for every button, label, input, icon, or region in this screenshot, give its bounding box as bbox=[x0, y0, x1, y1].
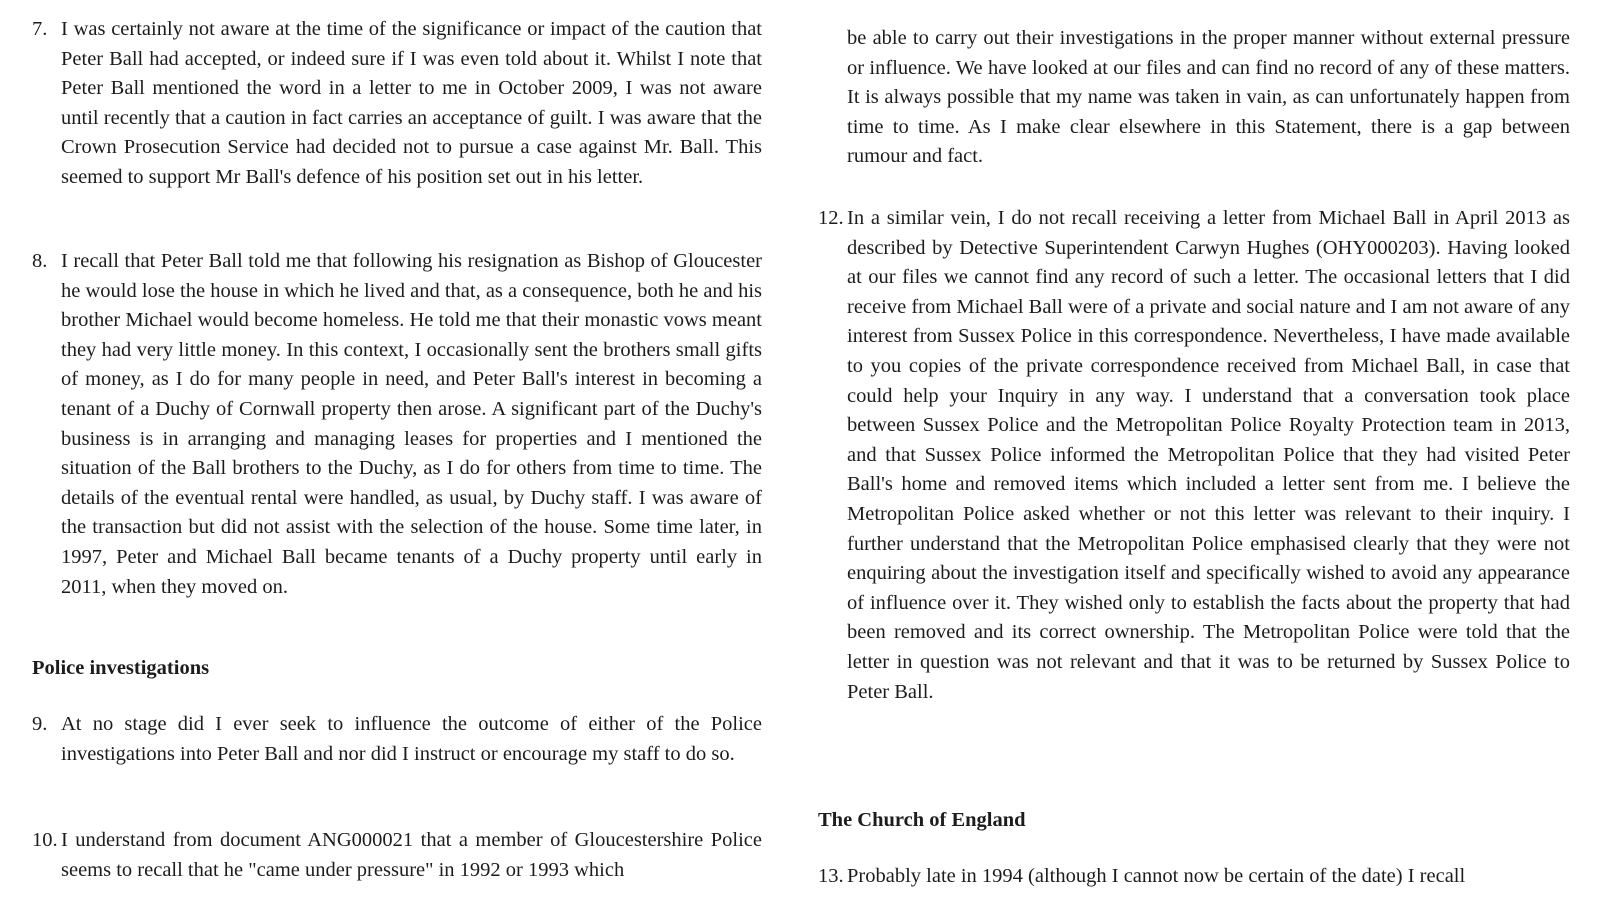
paragraph-9 bbox=[32, 710, 762, 769]
section-heading-church-of-england: The Church of England bbox=[818, 809, 1026, 831]
paragraph-text: Probably late in 1994 (although I cannot now be certain of the date) I recall bbox=[847, 865, 1466, 887]
paragraph-11-continuation bbox=[818, 24, 1570, 172]
paragraph-number: 10. bbox=[32, 829, 58, 851]
paragraph-number: 7. bbox=[32, 18, 48, 40]
paragraph-8 bbox=[32, 247, 762, 602]
section-heading-police-investigations: Police investigations bbox=[32, 657, 210, 679]
paragraph-text: I recall that Peter Ball told me that following his resignation as Bishop of Gloucester he would lose the house in which he lived and that, as a consequence, both he and his brother Michael would become homeless. He told me that their monastic vows meant they had very little money. In this context, I occasionally sent the brothers small gifts of money, as I do for many people in need, and Peter Ball's interest in becoming a tenant of a Duchy of Cornwall property then arose. A significant part of the Duchy's business is in arranging and managing leases for properties and I mentioned the situation of the Ball brothers to the Duchy, as I do for others from time to time. The details of the eventual rental were handled, as usual, by Duchy staff. I was aware of the transaction but did not assist with the selection of the house. Some time later, in 1997, Peter and Michael Ball became tenants of a Duchy property until early in 2011, when they moved on. bbox=[61, 250, 762, 598]
paragraph-12 bbox=[818, 204, 1570, 707]
paragraph-text: In a similar vein, I do not recall receiving a letter from Michael Ball in April 2013 as described by Detective Superintendent Carwyn Hughes (OHY000203). Having looked at our files we cannot find any record of such a letter. The occasional letters that I did receive from Michael Ball were of a private and social nature and I am not aware of any interest from Sussex Police in this correspondence. Nevertheless, I have made available to you copies of the private correspondence received from Michael Ball, in case that could help your Inquiry in any way. I understand that a conversation took place between Sussex Police and the Metropolitan Police Royalty Protection team in 2013, and that Sussex Police informed the Metropolitan Police that they had visited Peter Ball's home and removed items which included a letter sent from me. I believe the Metropolitan Police asked whether or not this letter was relevant to their inquiry. I further understand that the Metropolitan Police emphasised clearly that they were not enquiring about the investigation itself and specifically wished to avoid any appearance of influence over it. They wished only to establish the facts about the property that had been removed and its correct ownership. The Metropolitan Police were told that the letter in question was not relevant and that it was to be returned by Sussex Police to Peter Ball. bbox=[847, 207, 1570, 703]
paragraph-text: be able to carry out their investigations in the proper manner without external pressure or influence. We have looked at our files and can find no record of any of these matters. It is always possible that my name was taken in vain, as can unfortunately happen from time to time. As I make clear elsewhere in this Statement, there is a gap between rumour and fact. bbox=[847, 27, 1570, 168]
paragraph-number: 13. bbox=[818, 865, 844, 887]
paragraph-10 bbox=[32, 826, 762, 885]
paragraph-number: 8. bbox=[32, 250, 48, 272]
paragraph-text: I was certainly not aware at the time of the significance or impact of the caution that Peter Ball had accepted, or indeed sure if I was even told about it. Whilst I note that Peter Ball mentioned the word in a letter to me in October 2009, I was not aware until recently that a caution in fact carries an acceptance of guilt. I was aware that the Crown Prosecution Service had decided not to pursue a case against Mr. Ball. This seemed to support Mr Ball's defence of his position set out in his letter. bbox=[61, 18, 762, 188]
paragraph-number: 9. bbox=[32, 713, 48, 735]
paragraph-text: At no stage did I ever seek to influence the outcome of either of the Police investigations into Peter Ball and nor did I instruct or encourage my staff to do so. bbox=[61, 713, 762, 765]
paragraph-number: 12. bbox=[818, 207, 844, 229]
paragraph-13 bbox=[818, 862, 1570, 892]
paragraph-7 bbox=[32, 15, 762, 193]
paragraph-text: I understand from document ANG000021 that a member of Gloucestershire Police seems to recall that he "came under pressure" in 1992 or 1993 which bbox=[61, 829, 762, 881]
